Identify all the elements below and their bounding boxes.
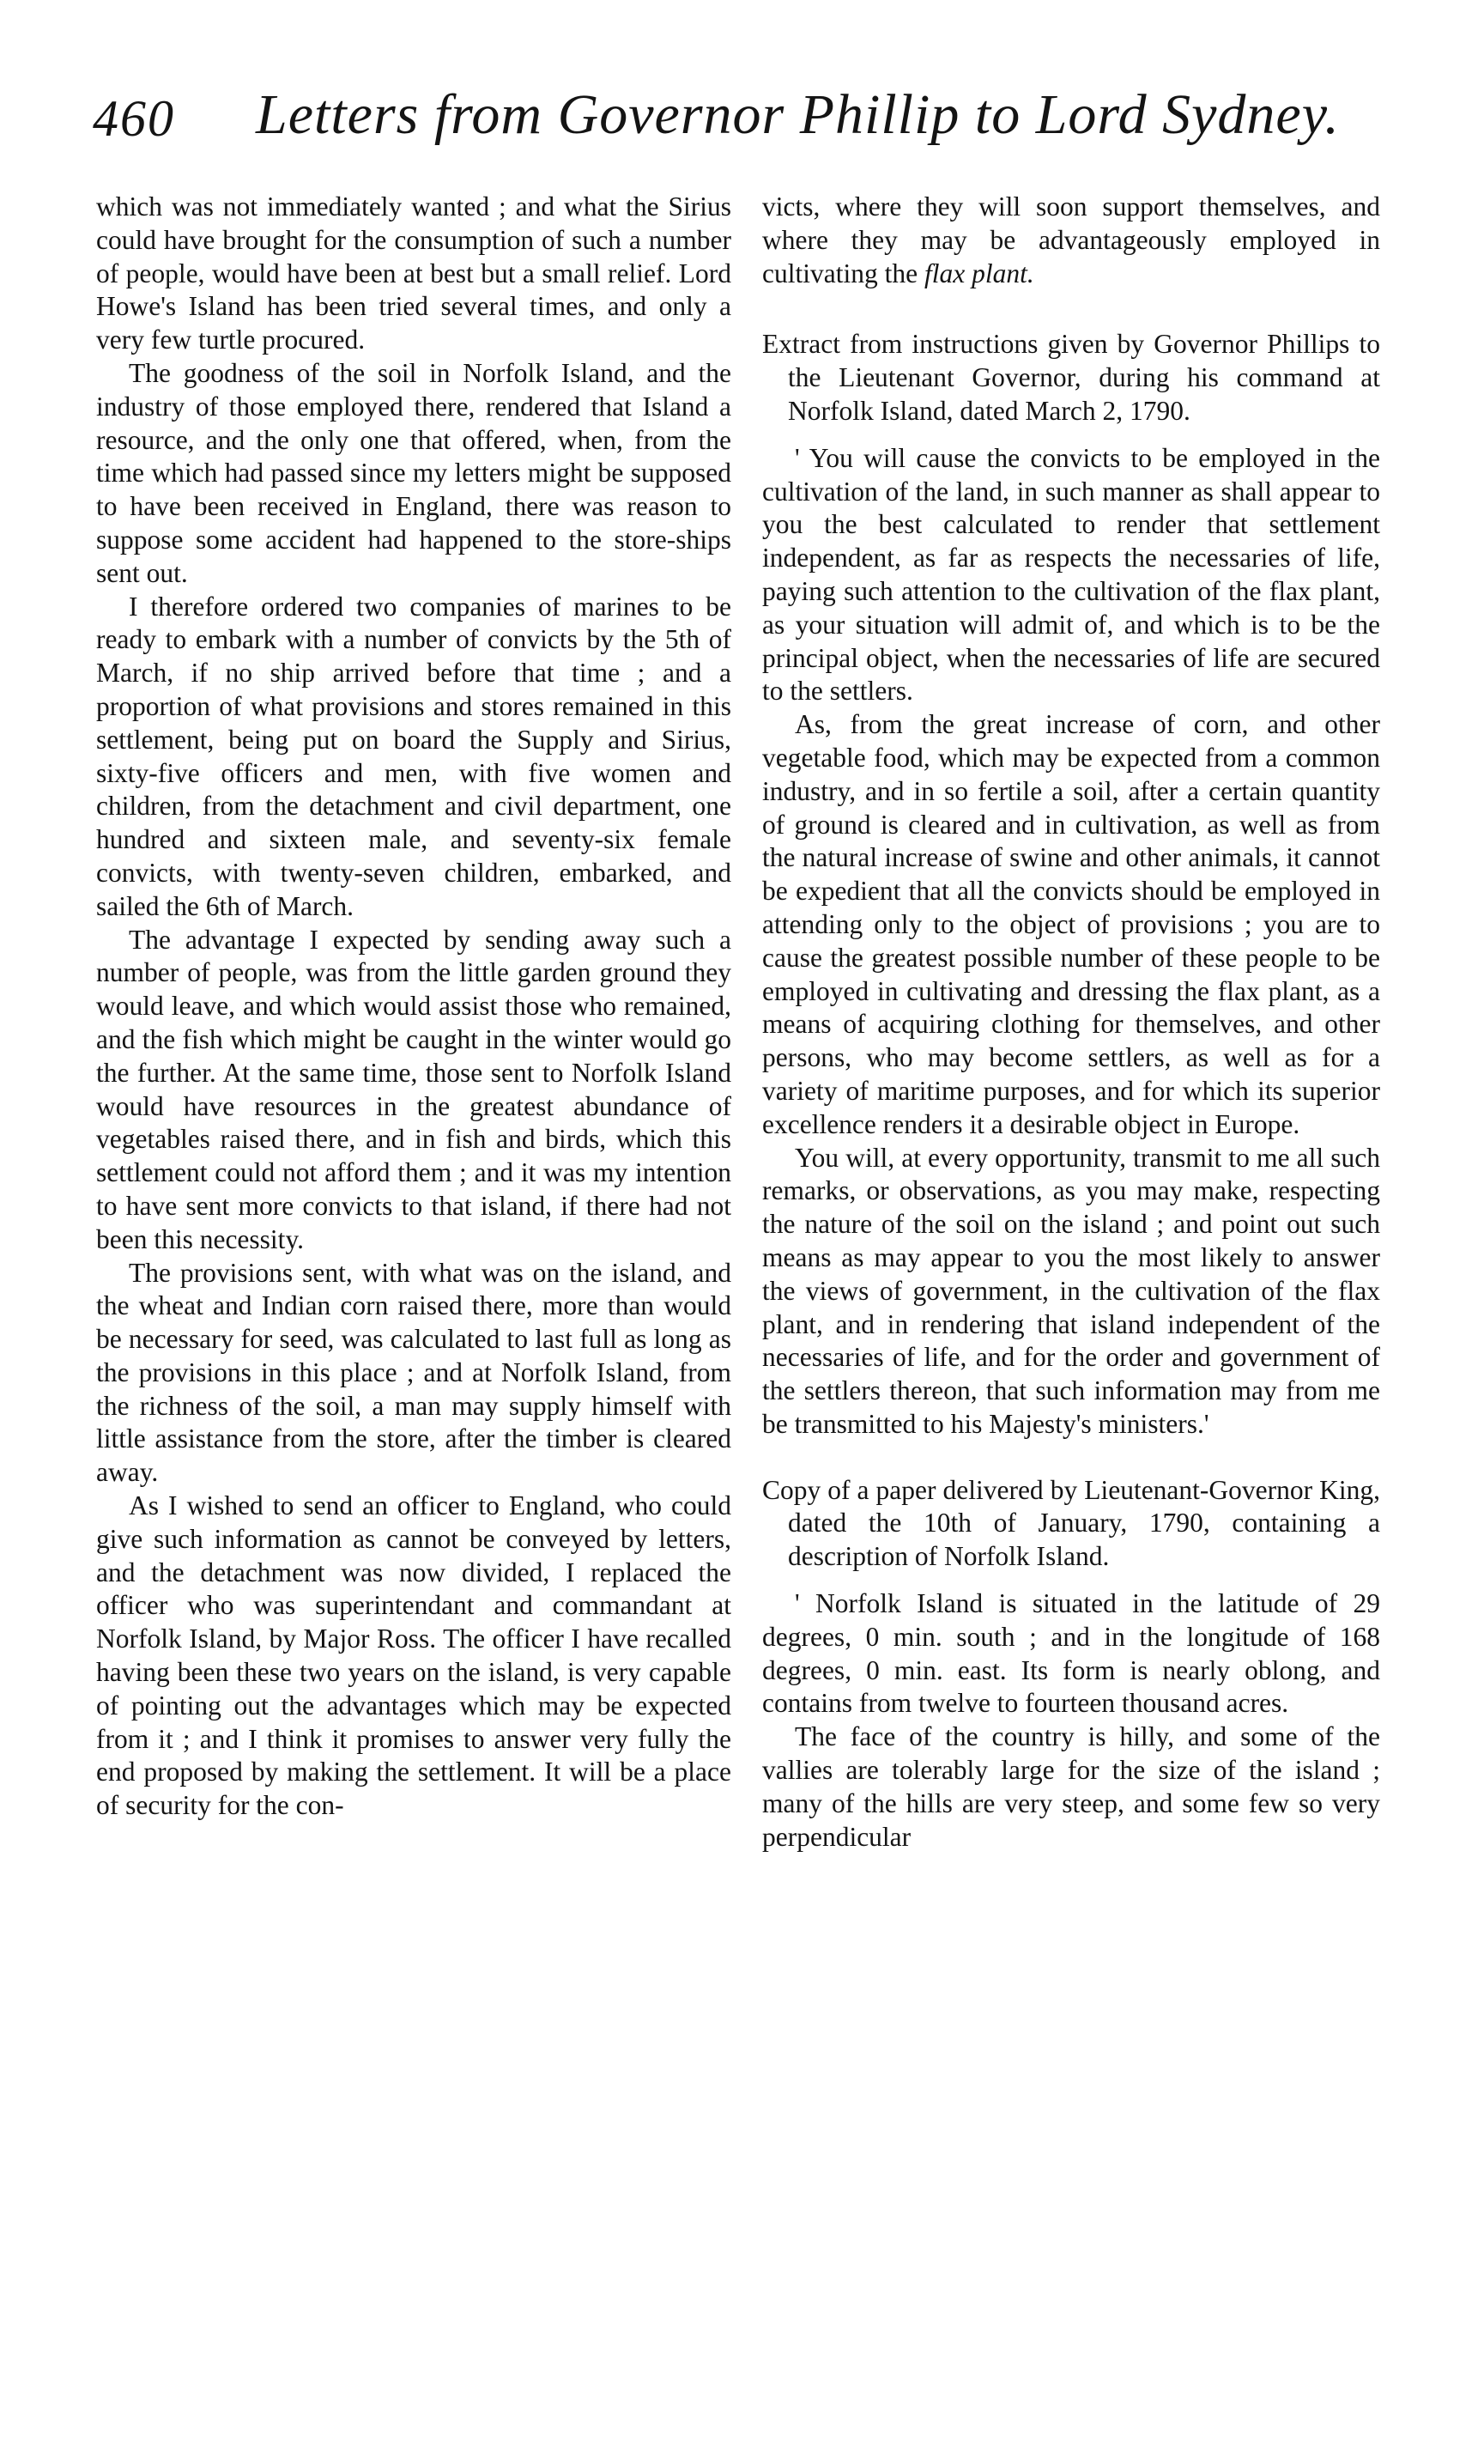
extract-heading: Extract from instructions given by Governor Phillips to the Lieutenant Governor, during his command at Norfolk Island, dated March 2, 1790. (762, 329, 1380, 426)
copy-paragraph-1: ' Norfolk Island is situated in the latitude of 29 degrees, 0 min. south ; and in the longitude of 168 degrees, 0 min. east. Its form is nearly oblong, and contains from twelve to fourteen thousand acres. (762, 1588, 1380, 1719)
extract-paragraph-1: ' You will cause the convicts to be employed in the cultivation of the land, in such manner as shall appear to you the best calculated to render that settlement independent, as far as respects the necessaries of life, paying such attention to the cultivation of the flax plant, as your situation will admit of, and which is to be the principal object, when the necessaries of life are secured to the settlers. (762, 442, 1380, 707)
right-continuation-text: victs, where they will soon support themselves, and where they may be advantageously employed in cultivating the (762, 191, 1380, 288)
left-paragraph-1: which was not immediately wanted ; and what the Sirius could have brought for the consumption of such a number of people, would have been at best but a small relief. Lord Howe's Island has been tried several times, and only a very few turtle procured. (96, 191, 731, 355)
left-paragraph-3: I therefore ordered two companies of marines to be ready to embark with a number of convicts by the 5th of March, if no ship arrived before that time ; and a proportion of what provisions and stores remained in this settlement, being put on board the Supply and Sirius, sixty-five officers and men, with five women and children, from the detachment and civil department, one hundred and sixteen male, and seventy-six female convicts, with twenty-seven children, embarked, and sailed the 6th of March. (96, 591, 731, 921)
extract-paragraph-3: You will, at every opportunity, transmit to me all such remarks, or observations, as you may make, respecting the nature of the soil on the island ; and point out such means as may appear to you the most likely to answer the views of government, in the cultivation of the flax plant, and in rendering that island independent of the necessaries of life, and for the order and government of the settlers thereon, that such information may from me be transmitted to his Majesty's ministers.' (762, 1142, 1380, 1439)
running-title: Letters from Governor Phillip to Lord Sydney. (256, 83, 1340, 146)
right-column (762, 191, 1380, 1854)
copy-heading: Copy of a paper delivered by Lieutenant-Governor King, dated the 10th of January, 1790, containing a description of Norfolk Island. (762, 1474, 1380, 1572)
page-number: 460 (93, 90, 175, 147)
left-column (96, 191, 731, 1823)
left-paragraph-2: The goodness of the soil in Norfolk Island, and the industry of those employed there, rendered that Island a resource, and the only one that offered, when, from the time which had passed since my letters might be supposed to have been received in England, there was reason to suppose some accident had happened to the store-ships sent out. (96, 357, 731, 588)
copy-paragraph-2: The face of the country is hilly, and some of the vallies are tolerably large for the size of the island ; many of the hills are very steep, and some few so very perpendicular (762, 1721, 1380, 1852)
left-paragraph-4: The advantage I expected by sending away such a number of people, was from the little garden ground they would leave, and which would assist those who remained, and the fish which might be caught in the winter would go the further. At the same time, those sent to Norfolk Island would have resources in the greatest abundance of vegetables raised there, and in fish and birds, which this settlement could not afford them ; and it was my intention to have sent more convicts to that island, if there had not been this necessity. (96, 924, 731, 1254)
left-paragraph-5: The provisions sent, with what was on the island, and the wheat and Indian corn raised there, more than would be necessary for seed, was calculated to last full as long as the provisions in this place ; and at Norfolk Island, from the richness of the soil, a man may supply himself with little assistance from the store, after the timber is cleared away. (96, 1257, 731, 1488)
extract-paragraph-2: As, from the great increase of corn, and other vegetable food, which may be expected from a common industry, and in so fertile a soil, after a certain quantity of ground is cleared and in cultivation, as well as from the natural increase of swine and other animals, it cannot be expedient that all the convicts should be employed in attending only to the object of provisions ; you are to cause the greatest possible number of these people to be employed in cultivating and dressing the flax plant, as a means of acquiring clothing for themselves, and other persons, who may become settlers, as well as for a variety of maritime purposes, and for which its superior excellence renders it a desirable object in Europe. (762, 709, 1380, 1139)
right-continuation (762, 191, 1380, 290)
left-paragraph-6: As I wished to send an officer to England, who could give such information as cannot be conveyed by letters, and the detachment was now divided, I replaced the officer who was superintendant and commandant at Norfolk Island, by Major Ross. The officer I have recalled having been these two years on the island, is very capable of pointing out the advantages which may be expected from it ; and I think it promises to answer very fully the end proposed by making the settlement. It will be a place of security for the con- (96, 1490, 731, 1821)
flax-plant-italic: flax plant. (924, 258, 1034, 288)
page-header (93, 82, 1414, 177)
